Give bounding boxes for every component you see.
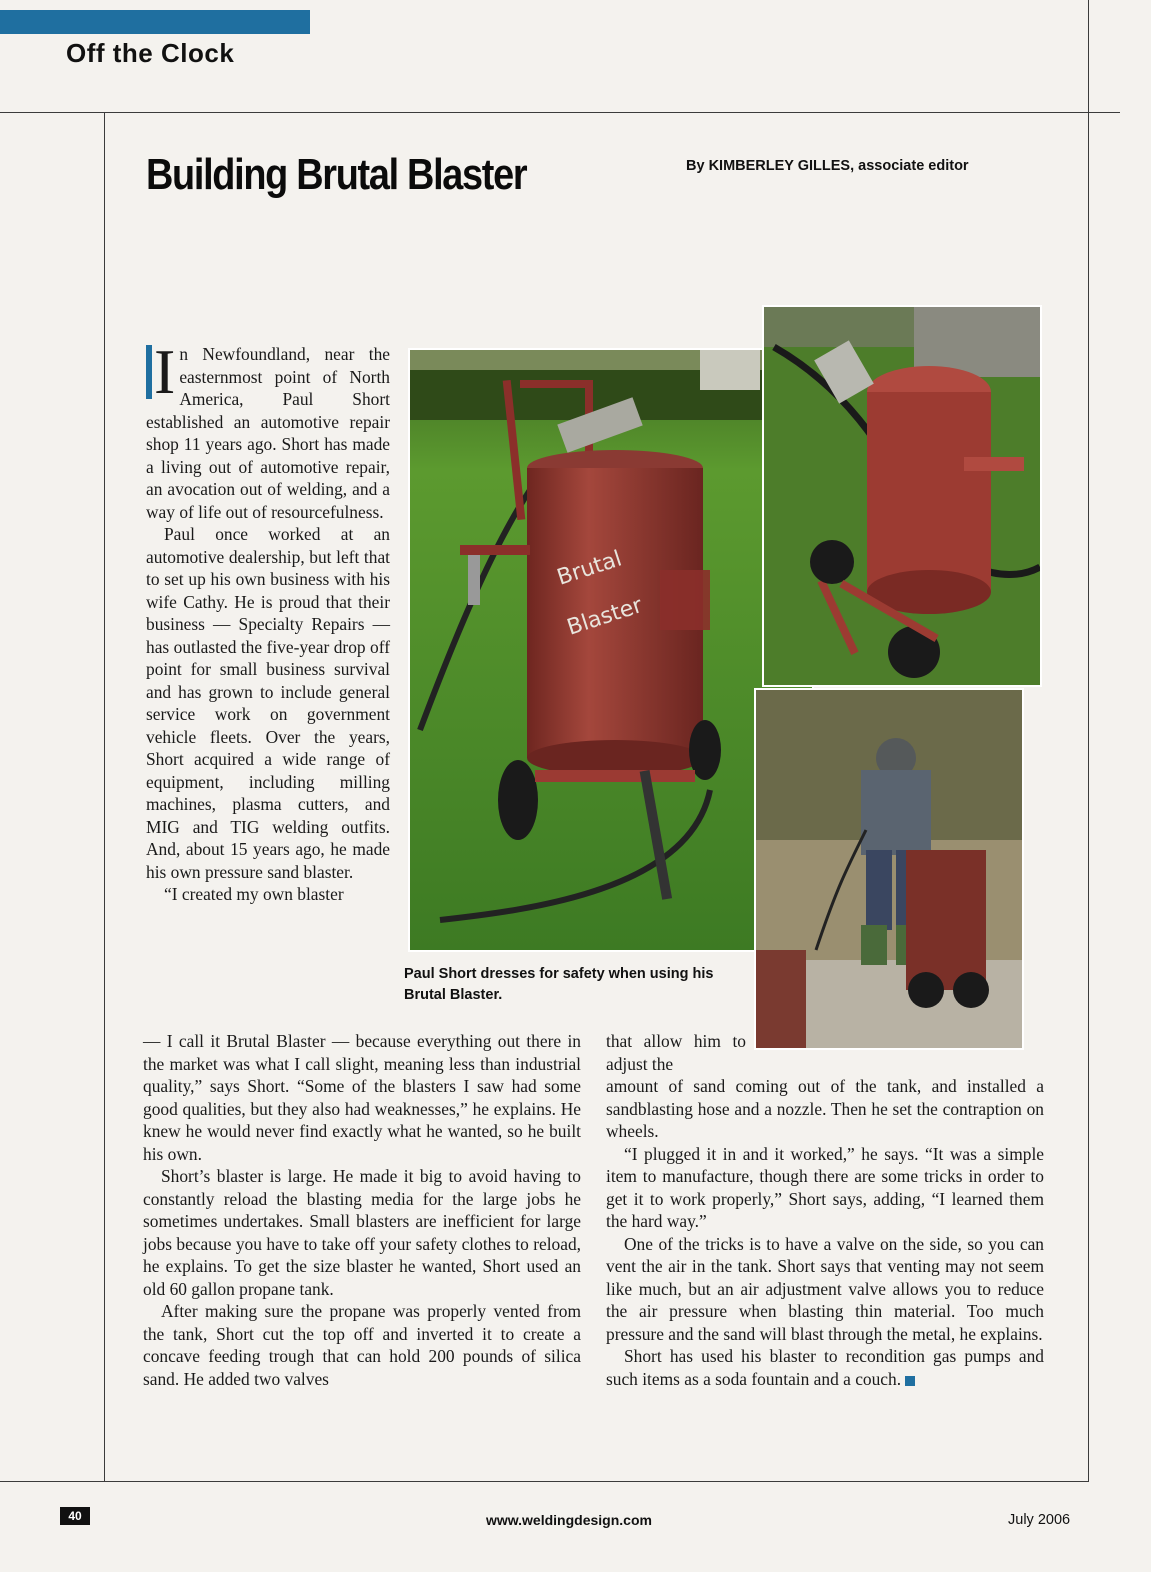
column-3-text	[606, 1075, 1044, 1390]
paragraph-6: “I plugged it in and it worked,” he says. “It was a simple item to manufacture, though there are some tricks in order to get it to work properly,” Short says, adding, “I learned them the hard way.”	[606, 1143, 1044, 1231]
article-headline: Building Brutal Blaster	[146, 150, 527, 199]
man-blasting-illustration	[756, 690, 1022, 1048]
column-1-text	[146, 336, 390, 906]
bottom-rule	[0, 1481, 1089, 1482]
tank-label-line2: Blaster	[564, 593, 646, 641]
blaster-main-illustration	[410, 350, 812, 950]
byline-prefix: By	[686, 158, 709, 174]
top-rule	[0, 112, 1120, 113]
tank-label-line1: Brutal	[554, 546, 625, 591]
section-label: Off the Clock	[66, 38, 235, 68]
footer-date: July 2006	[1008, 1512, 1071, 1528]
paragraph-8-text: Short has used his blaster to recondition gas pumps and such items as a soda fountain and a couch.	[606, 1346, 1044, 1389]
end-mark-icon	[905, 1376, 915, 1386]
paragraph-1-text: n Newfoundland, near the easternmost point of North America, Paul Short established an automotive repair shop 11 years ago. Short has made a living out of automotive repair, an avocation out of welding, and a way of life out of resourcefulness.	[146, 344, 390, 522]
byline	[686, 158, 969, 174]
section-color-bar	[0, 10, 310, 34]
paragraph-1	[146, 336, 390, 523]
photo-man-blasting	[754, 688, 1024, 1050]
drop-cap: I	[146, 345, 179, 399]
paragraph-5-continued: amount of sand coming out of the tank, and installed a sandblasting hose and a nozzle. Then he set the contraption on wheels.	[606, 1076, 1044, 1141]
left-rule	[104, 112, 105, 1482]
right-rule	[1088, 0, 1089, 1482]
byline-author: KIMBERLEY GILLES	[708, 158, 851, 174]
byline-role: , associate editor	[850, 158, 969, 174]
photo-caption: Paul Short dresses for safety when using his Brutal Blaster.	[404, 966, 714, 1003]
paragraph-3-continued: — I call it Brutal Blaster — because everything out there in the market was what I call slight, meaning less than industrial quality,” says Short. “Some of the blasters I saw had some good qualities, but they also had weaknesses,” he explains. He knew he would never find exactly what he wanted, so he built his own.	[143, 1031, 581, 1164]
paragraph-7: One of the tricks is to have a valve on the side, so you can vent the air in the tank. Short says that venting may not seem like much, but an air adjustment valve allows you to reduce the air pressure when blasting thin material. Too much pressure and the sand will blast through the metal, he explains.	[606, 1233, 1044, 1344]
paragraph-5: After making sure the propane was properly vented from the tank, Short cut the top off and inverted it to create a concave feeding trough that can hold 200 pounds of silica sand. He added two valves	[143, 1301, 581, 1389]
paragraph-5-narrow: that allow him to adjust the	[606, 1031, 746, 1074]
column-2-text	[143, 1030, 581, 1390]
paragraph-2: Paul once worked at an automotive dealership, but left that to set up his own business with his wife Cathy. He is proud that their business — Specialty Repairs — has outlasted the five-year drop off point for small business survival and has grown to include general service work on government vehicle fleets. Over the years, Short acquired a wide range of equipment, including milling machines, plasma cutters, and MIG and TIG welding outfits. And, about 15 years ago, he made his own pressure sand blaster.	[146, 524, 390, 882]
column-3-narrow-text	[606, 1030, 746, 1075]
page-number: 40	[60, 1507, 90, 1525]
paragraph-4: Short’s blaster is large. He made it big to avoid having to constantly reload the blasting media for the large jobs he sometimes undertakes. Small blasters are inefficient for large jobs because you have to take off your safety clothes to reload, he explains. To get the size blaster he wanted, Short used an old 60 gallon propane tank.	[143, 1166, 581, 1299]
photo-blaster-side	[762, 305, 1042, 687]
paragraph-3-start: “I created my own blaster	[164, 884, 344, 904]
footer-url[interactable]: www.weldingdesign.com	[486, 1512, 652, 1528]
blaster-side-illustration	[764, 307, 1040, 685]
paragraph-8	[606, 1345, 1044, 1390]
